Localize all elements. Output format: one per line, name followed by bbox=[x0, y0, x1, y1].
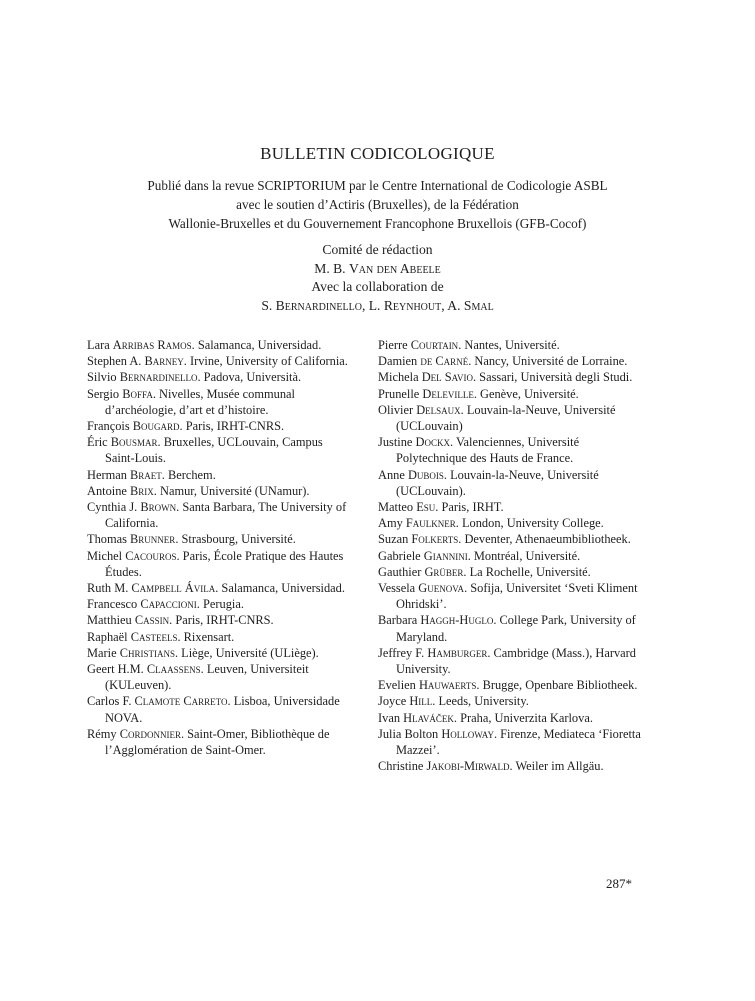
contributor-first: Michela bbox=[378, 370, 422, 385]
contributor-rest: . Sassari, Università degli Studi. bbox=[472, 370, 633, 385]
contributor-first: Lara bbox=[87, 338, 113, 352]
contributor-surname: Del Savio bbox=[421, 370, 473, 385]
contributor-rest: . Louvain-la-Neuve, Université (UCLouvain). bbox=[396, 467, 599, 498]
contributor-first: Joyce bbox=[378, 694, 410, 709]
contributor-rest: . College Park, University of Maryland. bbox=[396, 613, 636, 644]
contributor-entry bbox=[87, 548, 355, 580]
contributor-surname: Arribas Ramos bbox=[112, 338, 192, 352]
contributor-entry bbox=[87, 353, 355, 369]
committee-editor bbox=[0, 260, 755, 279]
contributor-rest: . Liège, Université (ULiège). bbox=[174, 645, 319, 660]
contributor-rest: . Padova, Università. bbox=[197, 370, 302, 385]
contributor-entry bbox=[378, 612, 643, 644]
contributor-entry bbox=[378, 726, 643, 758]
contributor-surname: Bougard bbox=[132, 419, 180, 434]
contributor-rest: . Firenze, Mediateca ‘Fioretta Mazzei’. bbox=[396, 726, 641, 758]
contributor-surname: Christians bbox=[119, 645, 175, 660]
contributor-first: Matthieu bbox=[87, 613, 135, 628]
contributor-rest: . Namur, Université (UNamur). bbox=[153, 483, 310, 498]
contributor-entry bbox=[87, 531, 355, 547]
contributor-entry bbox=[87, 661, 355, 693]
intro-line: avec le soutien d’Actiris (Bruxelles), de la Fédération bbox=[236, 197, 519, 212]
contributors-right-column bbox=[378, 337, 643, 774]
contributor-first: Christine bbox=[378, 759, 427, 774]
contributor-entry bbox=[378, 402, 643, 434]
contributor-first: Thomas bbox=[87, 532, 131, 547]
intro-line: Publié dans la revue SCRIPTORIUM par le Centre International de Codicologie ASBL bbox=[147, 178, 608, 193]
contributor-surname: Deleville bbox=[422, 386, 474, 401]
contributor-surname: Dubois bbox=[407, 467, 444, 482]
contributor-rest: . Valenciennes, Université Polytechnique des Hauts de France. bbox=[396, 435, 580, 466]
collaboration-label: Avec la collaboration de bbox=[311, 279, 444, 295]
contributor-first: Amy bbox=[378, 516, 406, 531]
contributor-first: Michel bbox=[87, 548, 126, 563]
contributor-first: Geert H.M. bbox=[87, 662, 147, 677]
contributor-surname: Grüber bbox=[424, 564, 464, 579]
contributor-rest: . Nantes, Université. bbox=[458, 338, 560, 352]
page-number: 287* bbox=[606, 876, 632, 891]
contributor-surname: Haggh-Huglo bbox=[420, 613, 494, 628]
contributor-rest: . Montréal, Université. bbox=[467, 548, 581, 563]
collaborators: S. Bernardinello, L. Reynhout, A. Smal bbox=[261, 297, 494, 313]
contributor-surname: Brown bbox=[140, 500, 177, 515]
contributor-entry bbox=[87, 612, 355, 628]
contributor-rest: . Cambridge (Mass.), Harvard University. bbox=[396, 645, 636, 677]
contributor-rest: . Nivelles, Musée communal d’archéologie, d’art et d’histoire. bbox=[105, 386, 295, 417]
contributor-first: Vessela bbox=[378, 581, 419, 596]
contributor-rest: . Rixensart. bbox=[177, 629, 235, 644]
contributor-surname: Casteels bbox=[130, 629, 178, 644]
contributor-entry bbox=[378, 353, 643, 369]
contributor-surname: Clamote Carreto bbox=[134, 694, 228, 709]
contributor-rest: . Brugge, Openbare Bibliotheek. bbox=[476, 678, 638, 693]
contributor-entry bbox=[87, 580, 355, 596]
contributor-entry bbox=[378, 369, 643, 385]
contributor-surname: Dockx bbox=[415, 435, 450, 450]
contributor-rest: . La Rochelle, Université. bbox=[463, 564, 591, 579]
contributor-rest: . Louvain-la-Neuve, Université (UCLouvain) bbox=[396, 402, 616, 434]
contributor-first: Justine bbox=[378, 435, 416, 450]
contributor-entry bbox=[378, 467, 643, 499]
contributor-first: Ruth M. bbox=[87, 581, 132, 596]
contributor-surname: Giannini bbox=[423, 548, 468, 563]
contributor-first: Cynthia J. bbox=[87, 500, 141, 515]
contributors-left-column bbox=[87, 337, 355, 758]
contributor-first: François bbox=[87, 419, 133, 434]
contributor-entry bbox=[87, 418, 355, 434]
contributor-rest: . Paris, IRHT-CNRS. bbox=[169, 613, 274, 628]
contributor-first: Gabriele bbox=[378, 548, 424, 563]
contributor-entry bbox=[87, 596, 355, 612]
editor-surname: Van den Abeele bbox=[348, 260, 441, 276]
contributor-first: Rémy bbox=[87, 726, 120, 741]
contributor-surname: Bousmar bbox=[110, 435, 158, 450]
contributor-entry bbox=[378, 693, 643, 709]
contributor-entry bbox=[378, 434, 643, 466]
contributor-surname: Cassin bbox=[134, 613, 170, 628]
committee-label: Comité de rédaction bbox=[322, 242, 433, 257]
contributor-entry bbox=[87, 467, 355, 483]
contributor-rest: . Paris, École Pratique des Hautes Études. bbox=[105, 548, 344, 579]
contributor-rest: . Santa Barbara, The University of California. bbox=[105, 500, 347, 531]
contributor-first: Evelien bbox=[378, 678, 419, 693]
contributor-entry bbox=[87, 337, 355, 353]
contributor-surname: Holloway bbox=[441, 726, 494, 741]
contributor-first: Gauthier bbox=[378, 564, 425, 579]
contributor-surname: Jakobi-Mirwald bbox=[426, 759, 510, 774]
contributor-entry bbox=[87, 483, 355, 499]
contributor-surname: Campbell Ávila bbox=[131, 581, 216, 596]
contributor-first: Jeffrey F. bbox=[378, 645, 428, 660]
contributor-rest: . Paris, IRHT-CNRS. bbox=[179, 419, 285, 434]
contributor-first: Anne bbox=[378, 467, 408, 482]
contributor-first: Damien bbox=[378, 354, 421, 369]
contributor-rest: . Genève, Université. bbox=[473, 386, 579, 401]
contributor-surname: Boffa bbox=[122, 386, 153, 401]
contributor-entry bbox=[378, 548, 643, 564]
contributor-rest: . Leeds, University. bbox=[432, 694, 529, 709]
contributor-surname: Esu bbox=[416, 500, 436, 515]
contributor-surname: Hamburger bbox=[427, 645, 488, 660]
contributor-surname: Brunner bbox=[130, 532, 176, 547]
contributor-entry bbox=[87, 726, 355, 758]
contributor-first: Stephen A. bbox=[87, 354, 145, 369]
contributor-surname: Folkerts bbox=[411, 532, 459, 547]
contributor-first: Pierre bbox=[378, 338, 411, 352]
contributor-rest: . London, University College. bbox=[455, 516, 604, 531]
publication-statement bbox=[70, 176, 685, 233]
contributor-entry bbox=[378, 515, 643, 531]
contributor-first: Ivan bbox=[378, 710, 404, 725]
contributor-rest: . Paris, IRHT. bbox=[435, 500, 504, 515]
contributor-first: Éric bbox=[87, 435, 111, 450]
contributor-entry bbox=[87, 434, 355, 466]
contributor-rest: . Irvine, University of California. bbox=[183, 354, 348, 369]
contributor-entry bbox=[378, 499, 643, 515]
contributor-entry bbox=[87, 629, 355, 645]
contributor-rest: . Berchem. bbox=[161, 467, 216, 482]
contributor-first: Sergio bbox=[87, 386, 123, 401]
contributor-surname: Claassens bbox=[146, 662, 201, 677]
contributor-surname: Faulkner bbox=[405, 516, 456, 531]
contributor-surname: Braet bbox=[130, 467, 162, 482]
intro-line: Wallonie-Bruxelles et du Gouvernement Francophone Bruxellois (GFB-Cocof) bbox=[168, 216, 587, 231]
contributor-entry bbox=[378, 758, 643, 774]
contributor-rest: . Nancy, Université de Lorraine. bbox=[468, 354, 628, 369]
contributor-surname: Cacouros bbox=[125, 548, 177, 563]
contributor-first: Francesco bbox=[87, 597, 141, 612]
contributor-entry bbox=[378, 677, 643, 693]
contributor-first: Raphaël bbox=[87, 629, 131, 644]
contributor-surname: Brix bbox=[130, 483, 154, 498]
contributor-first: Suzan bbox=[378, 532, 412, 547]
contributor-surname: Hauwaerts bbox=[418, 678, 477, 693]
contributor-first: Julia Bolton bbox=[378, 726, 442, 741]
contributor-rest: . Bruxelles, UCLouvain, Campus Saint-Louis. bbox=[105, 435, 323, 466]
bulletin-title: BULLETIN CODICOLOGIQUE bbox=[260, 144, 495, 163]
contributor-entry bbox=[378, 386, 643, 402]
contributor-rest: . Salamanca, Universidad. bbox=[215, 581, 345, 596]
contributor-surname: Delsaux bbox=[416, 402, 461, 417]
contributor-rest: . Leuven, Universiteit (KULeuven). bbox=[105, 662, 309, 693]
contributor-first: Antoine bbox=[87, 483, 131, 498]
contributor-entry bbox=[378, 337, 643, 353]
contributor-surname: Courtain bbox=[410, 338, 459, 352]
contributor-surname: de Carné bbox=[420, 354, 469, 369]
contributor-rest: . Sofija, Universitet ‘Sveti Kliment Ohridski’. bbox=[396, 581, 638, 612]
editor-initials: M. B. bbox=[314, 260, 349, 276]
contributor-entry bbox=[87, 693, 355, 725]
contributor-rest: . Praha, Univerzita Karlova. bbox=[453, 710, 593, 725]
contributor-surname: Hlaváček bbox=[403, 710, 454, 725]
contributor-first: Herman bbox=[87, 467, 131, 482]
contributor-rest: . Lisboa, Universidade NOVA. bbox=[105, 694, 340, 725]
contributor-first: Matteo bbox=[378, 500, 417, 515]
contributor-entry bbox=[378, 564, 643, 580]
contributor-rest: . Weiler im Allgäu. bbox=[509, 759, 604, 774]
contributor-surname: Capaccioni bbox=[140, 597, 197, 612]
contributor-surname: Guenova bbox=[418, 581, 465, 596]
contributor-entry bbox=[87, 645, 355, 661]
contributor-entry bbox=[87, 499, 355, 531]
contributor-rest: . Salamanca, Universidad. bbox=[191, 338, 322, 352]
contributor-surname: Hill bbox=[409, 694, 433, 709]
contributor-rest: . Deventer, Athenaeumbibliotheek. bbox=[458, 532, 631, 547]
contributor-rest: . Perugia. bbox=[196, 597, 244, 612]
contributor-entry bbox=[378, 580, 643, 612]
contributor-rest: . Saint-Omer, Bibliothèque de l’Agglomération de Saint-Omer. bbox=[105, 726, 330, 758]
contributor-first: Carlos F. bbox=[87, 694, 135, 709]
contributor-first: Silvio bbox=[87, 370, 120, 385]
editorial-committee bbox=[0, 241, 755, 315]
contributor-surname: Cordonnier bbox=[119, 726, 181, 741]
contributor-entry bbox=[378, 710, 643, 726]
contributor-entry bbox=[378, 531, 643, 547]
contributor-first: Prunelle bbox=[378, 386, 423, 401]
contributor-surname: Barney bbox=[144, 354, 184, 369]
contributor-entry bbox=[87, 369, 355, 385]
contributor-entry bbox=[378, 645, 643, 677]
contributor-first: Olivier bbox=[378, 402, 417, 417]
contributor-first: Marie bbox=[87, 645, 120, 660]
contributor-entry bbox=[87, 386, 355, 418]
contributor-surname: Bernardinello bbox=[119, 370, 198, 385]
contributor-first: Barbara bbox=[378, 613, 421, 628]
contributor-rest: . Strasbourg, Université. bbox=[175, 532, 296, 547]
